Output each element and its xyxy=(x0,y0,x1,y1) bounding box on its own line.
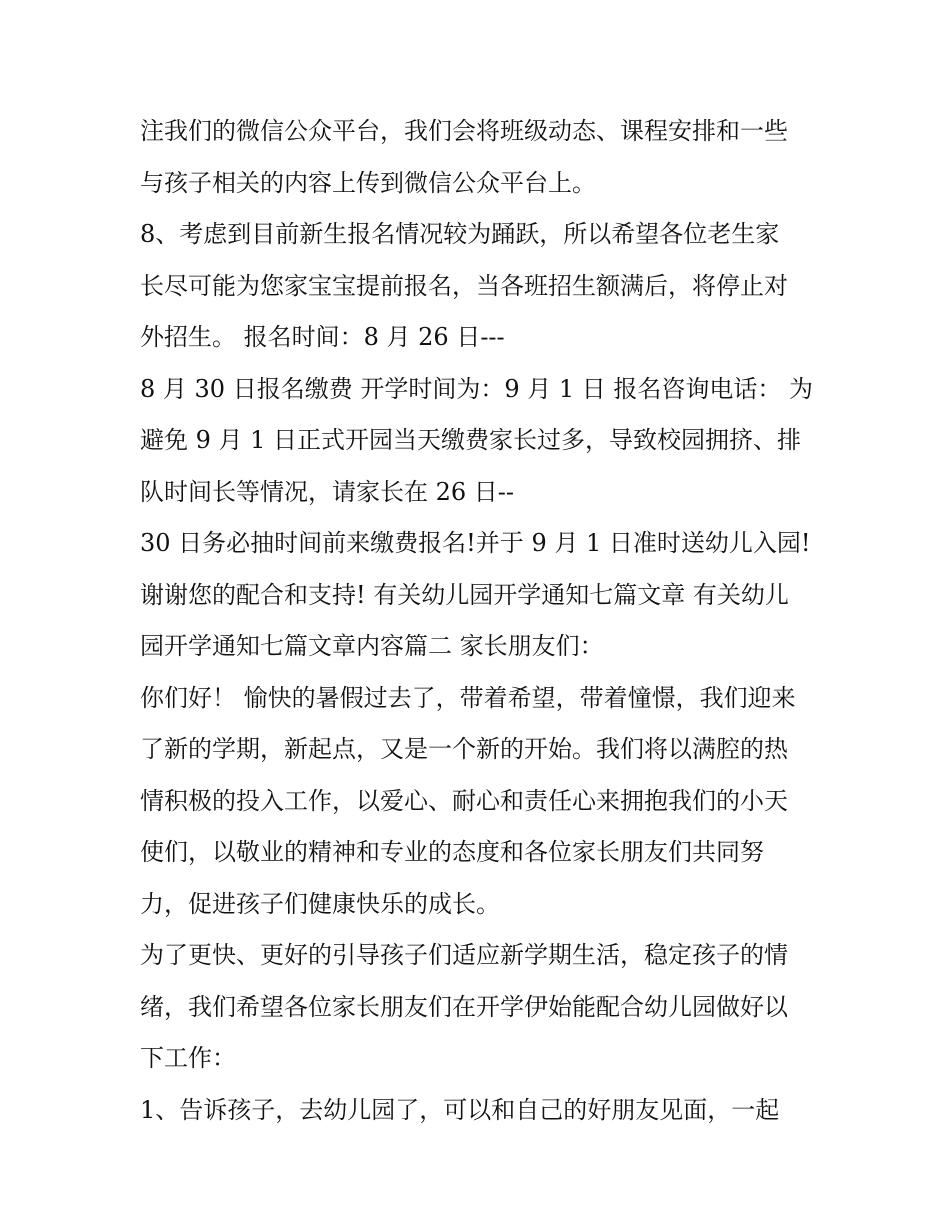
text-line: 外招生。 报名时间：8 月 26 日--- xyxy=(140,323,505,351)
text-line: 队时间长等情况，请家长在 26 日-- xyxy=(140,477,515,506)
document-body xyxy=(140,106,820,1136)
text-line: 绪，我们希望各位家长朋友们在开学伊始能配合幼儿园做好以 xyxy=(140,992,788,1021)
text-line: 与孩子相关的内容上传到微信公众平台上。 xyxy=(140,168,596,197)
text-line: 30 日务必抽时间前来缴费报名!并于 9 月 1 日准时送幼儿入园! xyxy=(140,529,811,557)
text-line: 为了更快、更好的引导孩子们适应新学期生活，稳定孩子的情 xyxy=(140,941,788,969)
text-line: 8 月 30 日报名缴费 开学时间为：9 月 1 日 报名咨询电话： 为 xyxy=(140,374,814,403)
text-line: 园开学通知七篇文章内容篇二 家长朋友们： xyxy=(140,632,604,660)
text-line: 8、考虑到目前新生报名情况较为踊跃，所以希望各位老生家 xyxy=(140,220,780,248)
text-line: 长尽可能为您家宝宝提前报名，当各班招生额满后，将停止对 xyxy=(140,271,788,300)
text-line: 避免 9 月 1 日正式开园当天缴费家长过多，导致校园拥挤、排 xyxy=(140,426,802,454)
text-line: 1、告诉孩子，去幼儿园了，可以和自己的好朋友见面，一起 xyxy=(140,1095,780,1124)
text-line: 注我们的微信公众平台，我们会将班级动态、课程安排和一些 xyxy=(140,117,788,145)
text-line: 了新的学期，新起点，又是一个新的开始。我们将以满腔的热 xyxy=(140,735,788,763)
text-line: 谢谢您的配合和支持! 有关幼儿园开学通知七篇文章 有关幼儿 xyxy=(140,580,789,609)
text-line: 使们，以敬业的精神和专业的态度和各位家长朋友们共同努 xyxy=(140,838,764,866)
text-line: 你们好！ 愉快的暑假过去了，带着希望，带着憧憬，我们迎来 xyxy=(140,683,796,712)
text-line: 力，促进孩子们健康快乐的成长。 xyxy=(140,889,500,918)
text-line: 情积极的投入工作，以爱心、耐心和责任心来拥抱我们的小天 xyxy=(140,786,788,815)
text-line: 下工作： xyxy=(140,1044,236,1072)
